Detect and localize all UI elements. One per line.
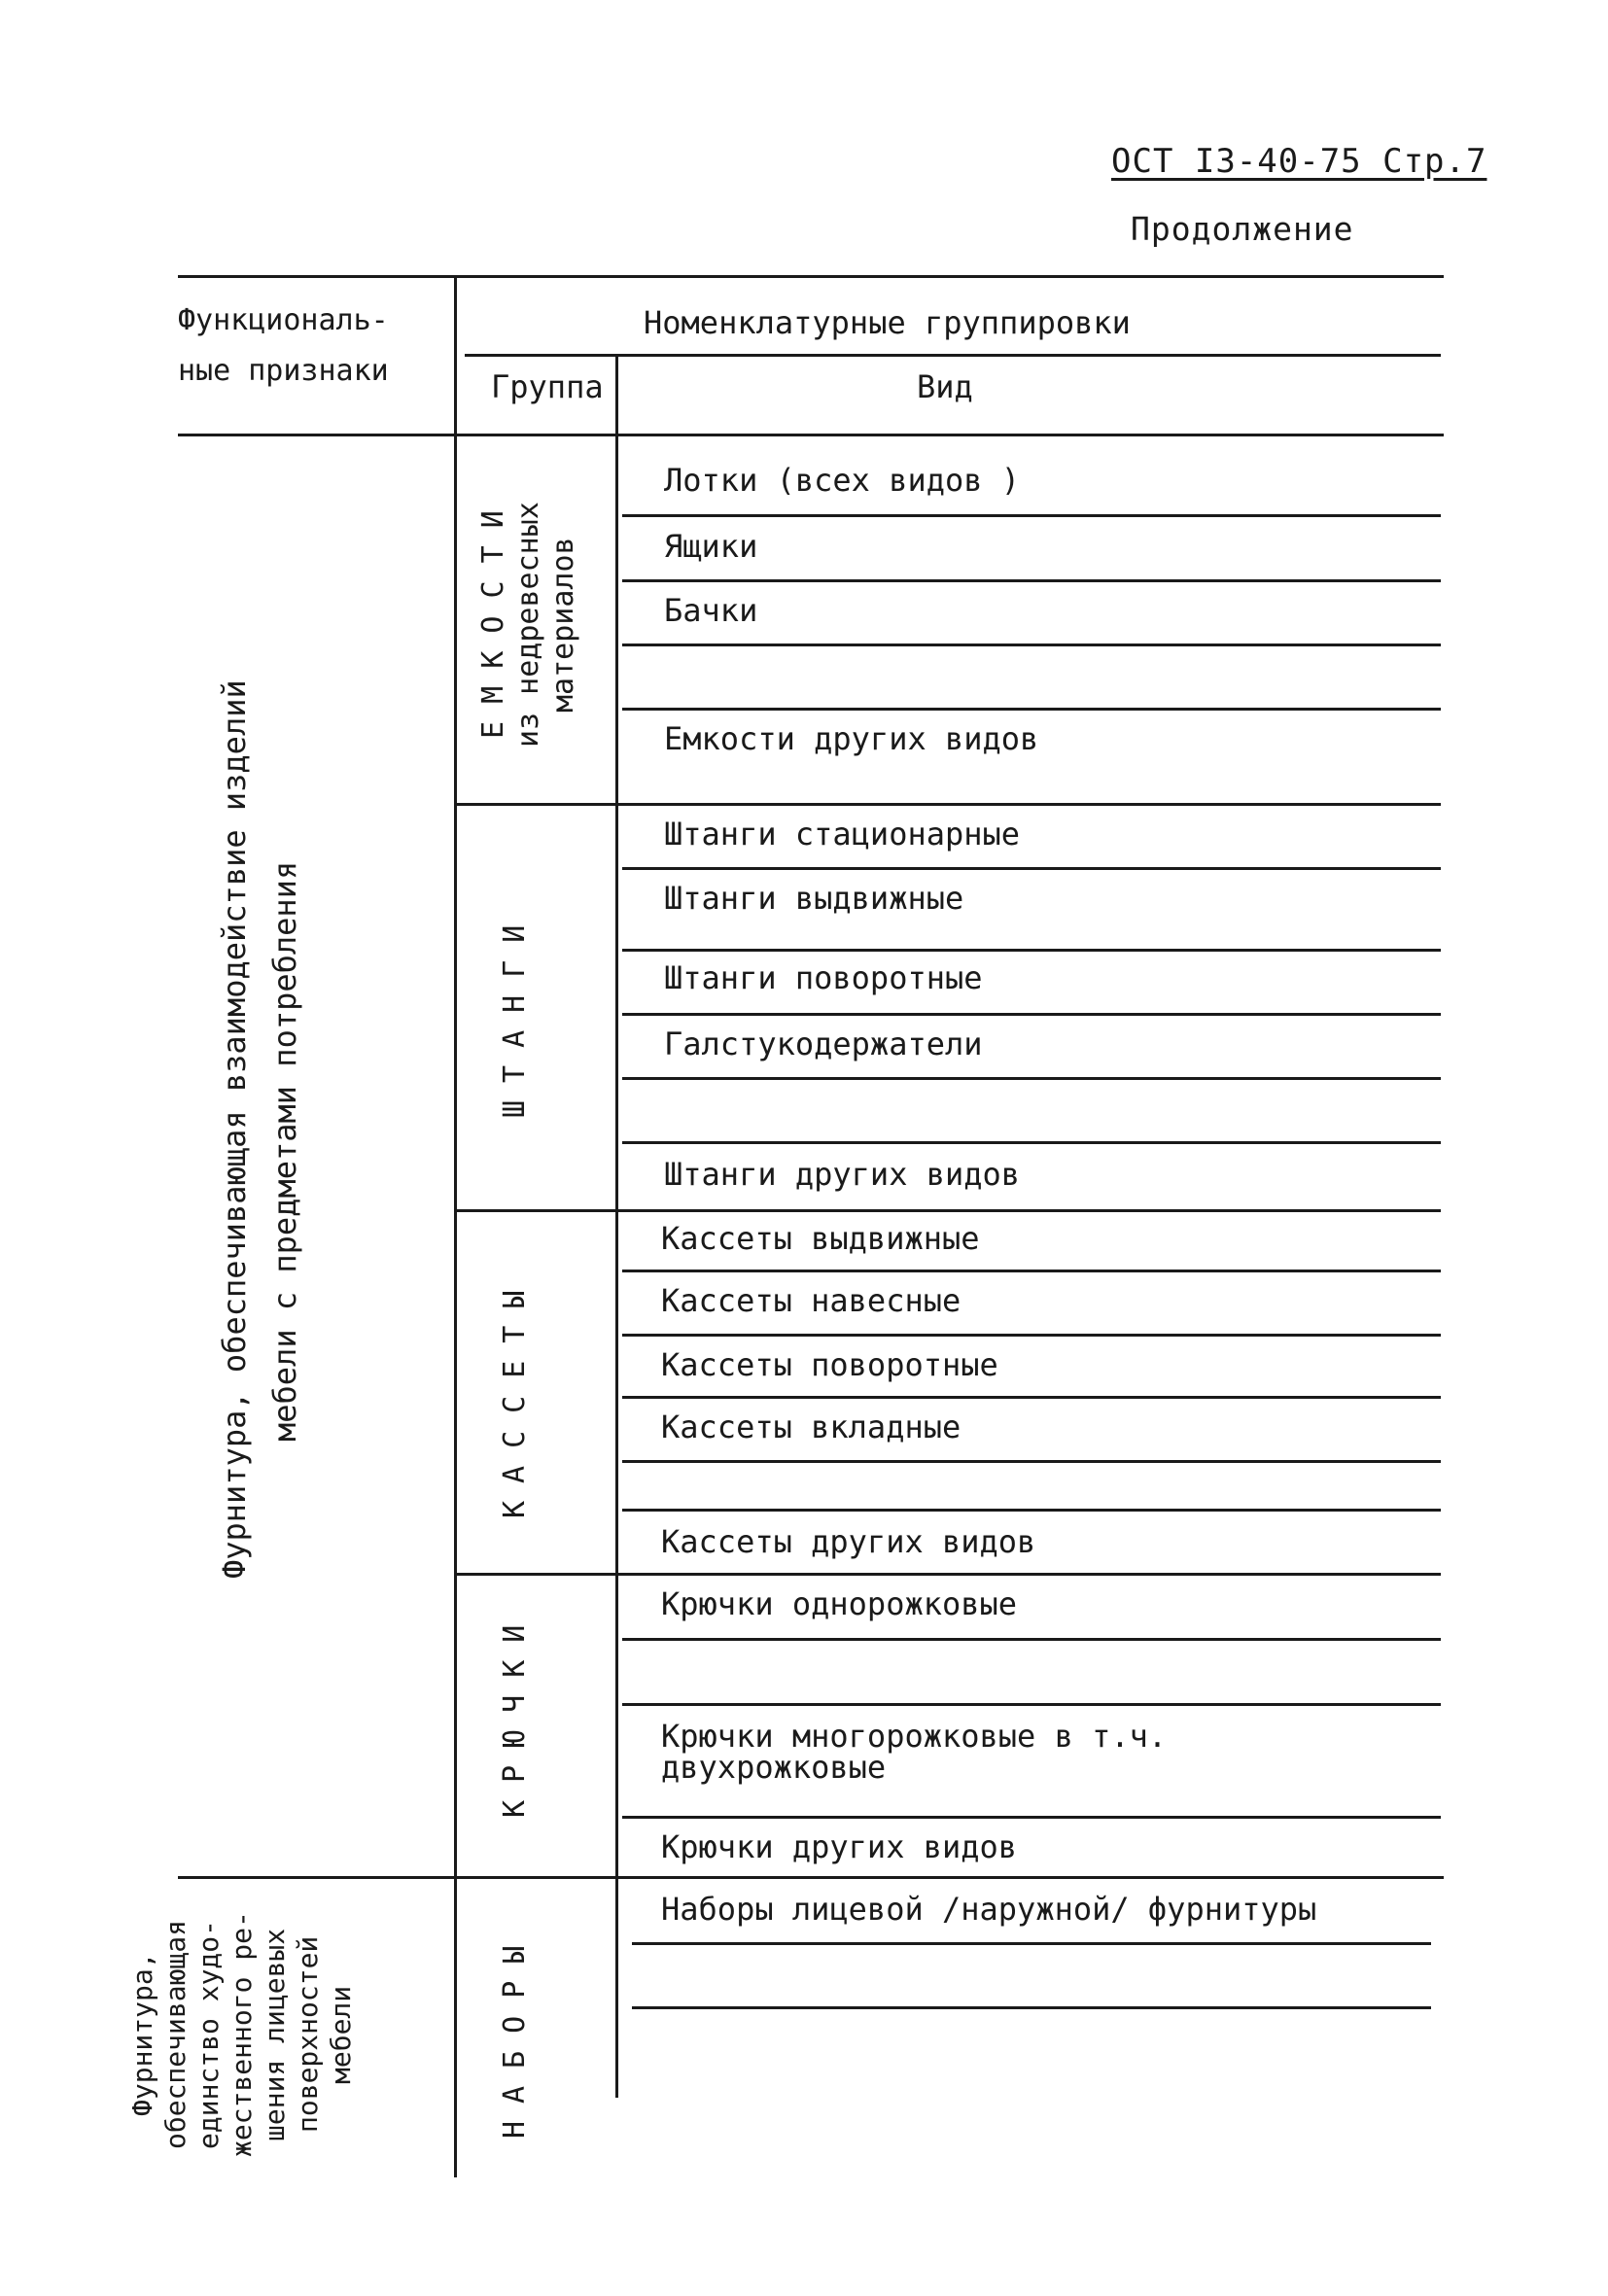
- kind-item: Кассеты выдвижные: [661, 1220, 980, 1257]
- kind-item: Ящики: [664, 528, 758, 565]
- kind-rule: [622, 1141, 1441, 1144]
- functional-feature-2-line: поверхностей: [292, 1935, 324, 2134]
- group-containers-title: Е М К О С Т И: [476, 510, 510, 740]
- kind-item: Крючки других видов: [661, 1828, 1018, 1865]
- kind-rule: [622, 708, 1441, 711]
- table-top-rule: [178, 275, 1444, 278]
- group-containers-sub1: из недревесных: [511, 502, 545, 748]
- kind-item: Галстукодержатели: [664, 1026, 983, 1062]
- kind-item: Кассеты других видов: [661, 1523, 1036, 1560]
- kind-item: Кассеты навесные: [661, 1282, 961, 1319]
- functional-column-divider: [454, 275, 457, 2177]
- group-rods: ШТАНГИ: [498, 907, 532, 1119]
- continuation-label: Продолжение: [1131, 210, 1354, 248]
- functional-feature-2-line: единство худо-: [192, 1920, 225, 2150]
- group-separator-3: [457, 1573, 1441, 1576]
- group-separator-2: [457, 1209, 1441, 1212]
- group-separator-1: [457, 803, 1441, 806]
- kind-rule: [622, 644, 1441, 646]
- kind-rule: [622, 1013, 1441, 1016]
- nomenclature-rule: [465, 354, 1441, 357]
- functional-feature-2-line: жественного ре-: [226, 1911, 258, 2158]
- standard-reference: ОСТ I3-40-75 Стр.7: [1111, 142, 1487, 181]
- kind-item: Кассеты поворотные: [661, 1346, 998, 1383]
- col-nomenclature: Номенклатурные группировки: [644, 304, 1131, 341]
- kind-rule: [622, 1638, 1441, 1641]
- kind-item: Штанги других видов: [664, 1156, 1021, 1193]
- kind-rule: [632, 1942, 1431, 1945]
- kind-item: Крючки однорожковые: [661, 1585, 1018, 1622]
- functional-feature-1: [209, 679, 316, 1579]
- kind-item: Емкости других видов: [664, 720, 1039, 757]
- functional-feature-2-line: Фурнитура,: [126, 1952, 158, 2117]
- group-containers: [476, 474, 603, 776]
- group-hooks: КРЮЧКИ: [498, 1607, 532, 1819]
- col-functional-line1: Функциональ-: [178, 303, 389, 337]
- kind-item: Кассеты вкладные: [661, 1409, 961, 1445]
- col-kind: Вид: [917, 368, 973, 405]
- group-sets: НАБОРЫ: [498, 1928, 532, 2139]
- kind-item: двухрожковые: [661, 1749, 887, 1786]
- kind-rule: [622, 1077, 1441, 1080]
- group-containers-sub2: материалов: [546, 537, 580, 713]
- functional-feature-1-line2: мебели с предметами потребления: [266, 860, 303, 1442]
- kind-rule: [622, 1396, 1441, 1399]
- kind-item: Бачки: [664, 592, 758, 629]
- kind-item: Штанги стационарные: [664, 816, 1021, 852]
- kind-item: Крючки многорожковые в т.ч.: [661, 1718, 1168, 1755]
- functional-feature-2: [126, 1894, 360, 2175]
- functional-feature-2-line: шения лицевых: [259, 1928, 291, 2141]
- kind-rule: [622, 1703, 1441, 1706]
- functional-feature-2-line: обеспечивающая: [159, 1920, 192, 2150]
- col-functional-line2: ные признаки: [178, 354, 389, 388]
- functional-separator: [178, 1876, 1444, 1879]
- kind-rule: [622, 579, 1441, 582]
- group-column-divider: [615, 356, 618, 2098]
- kind-rule: [622, 1270, 1441, 1272]
- kind-rule: [622, 949, 1441, 952]
- kind-item: Штанги выдвижные: [664, 880, 964, 917]
- kind-rule: [622, 1460, 1441, 1463]
- col-group: Группа: [491, 368, 604, 405]
- group-cassettes: КАССЕТЫ: [498, 1272, 532, 1519]
- kind-rule: [622, 1816, 1441, 1819]
- kind-rule: [632, 2006, 1431, 2009]
- header-bottom-rule: [178, 434, 1444, 436]
- functional-feature-2-line: мебели: [325, 1985, 357, 2084]
- kind-item: Лотки (всех видов ): [664, 462, 1021, 499]
- kind-rule: [622, 514, 1441, 517]
- kind-item: Штанги поворотные: [664, 959, 983, 996]
- kind-rule: [622, 1509, 1441, 1512]
- kind-rule: [622, 1334, 1441, 1337]
- kind-rule: [622, 867, 1441, 870]
- functional-feature-1-line1: Фурнитура, обеспечивающая взаимодействие изделий: [216, 679, 253, 1579]
- kind-item: Наборы лицевой /наружной/ фурнитуры: [661, 1891, 1317, 1928]
